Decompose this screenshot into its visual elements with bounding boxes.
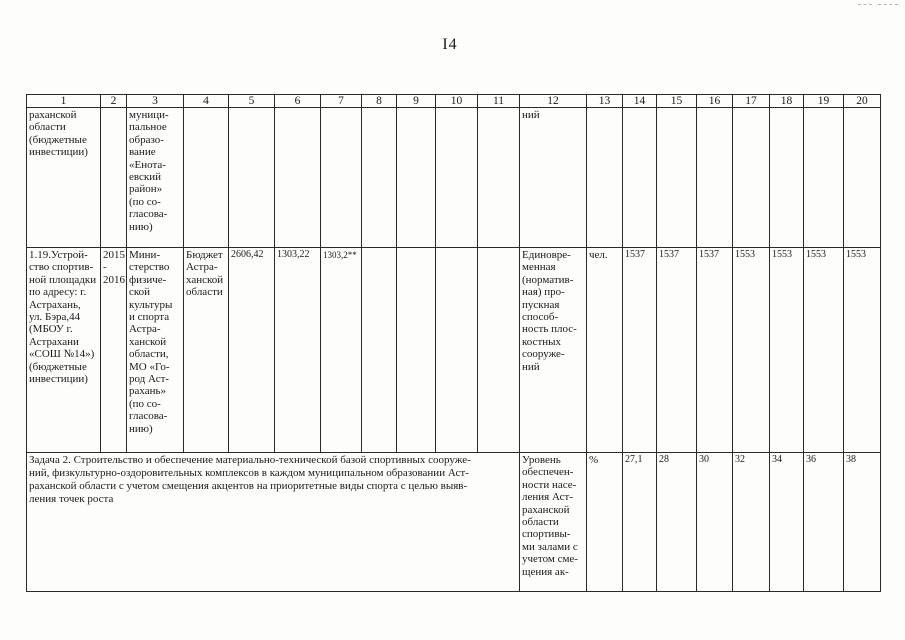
header-cell: 16 xyxy=(697,95,733,108)
activity-name-cell: 1.19.Устрой- ство спортив- ной площадки по адресу: г. Астрахань, ул. Бэра,44 (МБОУ г. Астрахани «СОШ №14») (бюджетные инвестиции) xyxy=(27,248,101,453)
header-cell: 3 xyxy=(127,95,184,108)
table-row xyxy=(27,108,881,248)
header-cell: 9 xyxy=(397,95,436,108)
scan-mark xyxy=(858,4,872,5)
table-row xyxy=(27,248,881,453)
value-cell: 28 xyxy=(657,453,697,592)
executor-cell: муници- пальное образо- вание «Енота- евский район» (по со- гласова- нию) xyxy=(127,108,184,248)
amount-cell xyxy=(436,108,478,248)
header-cell: 1 xyxy=(27,95,101,108)
amount-cell xyxy=(478,108,520,248)
amount-cell: 2606,42 xyxy=(229,248,275,453)
value-cell: 36 xyxy=(804,453,844,592)
header-cell: 20 xyxy=(844,95,881,108)
funding-source-cell: Бюджет Астра- ханской области xyxy=(184,248,229,453)
unit-cell: % xyxy=(587,453,623,592)
scan-mark xyxy=(878,4,898,5)
value-cell: 32 xyxy=(733,453,770,592)
header-cell: 14 xyxy=(623,95,657,108)
header-cell: 18 xyxy=(770,95,804,108)
header-cell: 4 xyxy=(184,95,229,108)
value-cell xyxy=(844,108,881,248)
amount-cell: 1303,22 xyxy=(275,248,321,453)
header-cell: 17 xyxy=(733,95,770,108)
header-cell: 8 xyxy=(362,95,397,108)
task-description-cell: Задача 2. Строительство и обеспечение материально-технической базой спортивных сооруже- ний, физкультурно-оздоровительных комплексов в каждом муниципальном образовании Аст- раханской области с учетом смещения акцентов на приоритетные виды спорта с целью выяв- ления точек роста xyxy=(27,453,520,592)
amount-cell xyxy=(436,248,478,453)
header-cell: 11 xyxy=(478,95,520,108)
header-cell: 12 xyxy=(520,95,587,108)
table-row xyxy=(27,453,881,592)
period-cell xyxy=(101,108,127,248)
header-cell: 5 xyxy=(229,95,275,108)
value-cell xyxy=(804,108,844,248)
header-cell: 7 xyxy=(321,95,362,108)
amount-cell xyxy=(229,108,275,248)
header-cell: 19 xyxy=(804,95,844,108)
value-cell xyxy=(697,108,733,248)
amount-cell xyxy=(397,108,436,248)
value-cell: 34 xyxy=(770,453,804,592)
activity-name-cell: раханской области (бюджетные инвестиции) xyxy=(27,108,101,248)
indicator-name-cell: ний xyxy=(520,108,587,248)
value-cell: 1553 xyxy=(770,248,804,453)
value-cell: 1537 xyxy=(623,248,657,453)
amount-cell xyxy=(362,108,397,248)
header-cell: 13 xyxy=(587,95,623,108)
value-cell: 1553 xyxy=(804,248,844,453)
amount-cell xyxy=(478,248,520,453)
amount-cell xyxy=(397,248,436,453)
value-cell: 1553 xyxy=(733,248,770,453)
indicator-name-cell: Единовре- менная (норматив- ная) про- пускная способ- ность плос- костных сооруже- ний xyxy=(520,248,587,453)
amount-cell: 1303,2** xyxy=(321,248,362,453)
value-cell: 27,1 xyxy=(623,453,657,592)
value-cell xyxy=(733,108,770,248)
header-cell: 2 xyxy=(101,95,127,108)
value-cell: 1537 xyxy=(657,248,697,453)
unit-cell: чел. xyxy=(587,248,623,453)
amount-cell xyxy=(321,108,362,248)
header-cell: 6 xyxy=(275,95,321,108)
header-row xyxy=(27,95,881,108)
value-cell xyxy=(623,108,657,248)
funding-source-cell xyxy=(184,108,229,248)
value-cell xyxy=(770,108,804,248)
value-cell: 1553 xyxy=(844,248,881,453)
value-cell: 30 xyxy=(697,453,733,592)
indicator-name-cell: Уровень обеспечен- ности насе- ления Аст- раханской области спортивы- ми залами с учетом сме- щения ак- xyxy=(520,453,587,592)
amount-cell xyxy=(275,108,321,248)
header-cell: 10 xyxy=(436,95,478,108)
value-cell: 1537 xyxy=(697,248,733,453)
page-number: I4 xyxy=(442,36,458,53)
header-cell: 15 xyxy=(657,95,697,108)
value-cell xyxy=(657,108,697,248)
period-cell: 2015 - 2016 xyxy=(101,248,127,453)
unit-cell xyxy=(587,108,623,248)
indicator-table xyxy=(26,94,881,592)
value-cell: 38 xyxy=(844,453,881,592)
executor-cell: Мини- стерство физиче- ской культуры и спорта Астра- ханской области, МО «Го- род Аст- рахань» (по со- гласова- нию) xyxy=(127,248,184,453)
amount-cell xyxy=(362,248,397,453)
